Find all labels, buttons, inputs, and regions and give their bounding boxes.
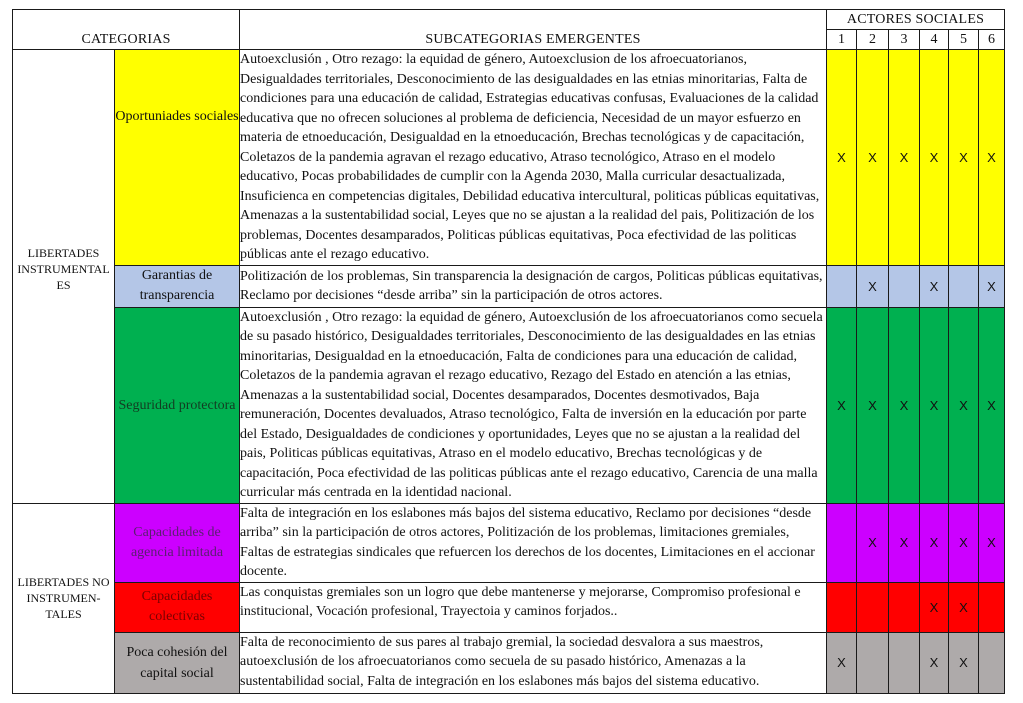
row-text: Politización de los problemas, Sin transparencia la designación de cargos, Politicas públicas equitativas, Reclamo por decisiones “desde arriba” sin la participación de otros actores.	[240, 265, 827, 307]
mark-actor-2: X	[857, 307, 889, 503]
mark-actor-6	[979, 632, 1005, 693]
mark-actor-4: X	[920, 265, 949, 307]
mark-actor-1: X	[827, 50, 857, 266]
group-label: LIBERTADES NO INSTRUMEN- TALES	[17, 575, 110, 621]
mark-actor-5: X	[949, 582, 979, 632]
actor-number-6: 6	[979, 30, 1005, 50]
table-row	[13, 50, 1005, 266]
mark-actor-1: X	[827, 632, 857, 693]
mark-actor-5: X	[949, 632, 979, 693]
mark-actor-4: X	[920, 307, 949, 503]
actor-number-1: 1	[827, 30, 857, 50]
header-subcategorias: SUBCATEGORIAS EMERGENTES	[240, 10, 827, 50]
actor-number-2: 2	[857, 30, 889, 50]
subcategory-oportunidades-sociales: Oportuniades sociales	[115, 50, 240, 266]
subcategory-garantias-transparencia: Garantias de transparencia	[115, 265, 240, 307]
mark-actor-2	[857, 632, 889, 693]
table-row	[13, 503, 1005, 582]
mark-actor-6: X	[979, 307, 1005, 503]
row-text: Autoexclusión , Otro rezago: la equidad de género, Autoexclusión de los afroecuatorianos como secuela de su pasado histórico, Desigualdades territoriales, Desconocimiento de las desigualdades en las etnias minoritarias, Desigualdad en la etnoeducación, Falta de condiciones para una educación de calidad, Coletazos de la pandemia agravan el rezago educativo, Rezago del Estado en atención a las etnias, Amenazas a la sustentabilidad social, Docentes desamparados, Docentes desmotivados, Baja remuneración, Docentes devaluados, Atraso tecnológico, Falta de inversión en la educación por parte del Estado, Desigualdades de condiciones y oportunidades, Leyes que no se ajustan a la realidad del pais, Politicas públicas equitativas, Atraso en el modelo educativo, Brechas tecnológicas y de capacitación, Poca efectividad de las politicas públicas ante el rezago educativo, Carencia de una malla curricular más centrada en la identidad nacional.	[240, 307, 827, 503]
mark-actor-5	[949, 265, 979, 307]
mark-actor-2: X	[857, 503, 889, 582]
header-categorias: CATEGORIAS	[13, 10, 240, 50]
subcategory-capacidades-agencia-limitada: Capacidades de agencia limitada	[115, 503, 240, 582]
mark-actor-6: X	[979, 50, 1005, 266]
mark-actor-3: X	[889, 50, 920, 266]
row-text: Las conquistas gremiales son un logro que debe mantenerse y mejorarse, Compromiso profesional e institucional, Vocación profesional, Trayectoia y caminos forjados..	[240, 582, 827, 632]
row-text: Falta de reconocimiento de sus pares al trabajo gremial, la sociedad desvalora a sus maestros, autoexclusión de los afroecuatorianos como secuela de su pasado histórico, Amenazas a la sustentabilidad social, Falta de integración en los eslabones más bajos del sistema educativo.	[240, 632, 827, 693]
mark-actor-4: X	[920, 503, 949, 582]
subcategory-seguridad-protectora: Seguridad protectora	[115, 307, 240, 503]
categories-table	[12, 9, 1005, 694]
mark-actor-2	[857, 582, 889, 632]
mark-actor-2: X	[857, 265, 889, 307]
mark-actor-4: X	[920, 582, 949, 632]
mark-actor-6: X	[979, 503, 1005, 582]
mark-actor-1: X	[827, 307, 857, 503]
mark-actor-3	[889, 582, 920, 632]
mark-actor-5: X	[949, 50, 979, 266]
mark-actor-2: X	[857, 50, 889, 266]
mark-actor-1	[827, 582, 857, 632]
actor-number-5: 5	[949, 30, 979, 50]
mark-actor-3: X	[889, 503, 920, 582]
table-row	[13, 265, 1005, 307]
mark-actor-5: X	[949, 307, 979, 503]
mark-actor-1	[827, 265, 857, 307]
table-row	[13, 582, 1005, 632]
table-row	[13, 307, 1005, 503]
group-libertades-instrumentales	[13, 50, 115, 504]
mark-actor-6	[979, 582, 1005, 632]
actor-number-4: 4	[920, 30, 949, 50]
mark-actor-5: X	[949, 503, 979, 582]
row-text: Falta de integración en los eslabones más bajos del sistema educativo, Reclamo por decisiones “desde arriba” sin la participación de otros actores, Politización de los problemas, limitaciones gremiales, Faltas de estrategias sindicales que refuercen los derechos de los docentes, Limitaciones en el accionar docente.	[240, 503, 827, 582]
header-actores-sociales: ACTORES SOCIALES	[827, 10, 1005, 30]
mark-actor-4: X	[920, 50, 949, 266]
group-libertades-no-instrumentales	[13, 503, 115, 693]
subcategory-poca-cohesion: Poca cohesión del capital social	[115, 632, 240, 693]
subcategory-capacidades-colectivas: Capacidades colectivas	[115, 582, 240, 632]
mark-actor-6: X	[979, 265, 1005, 307]
actor-number-3: 3	[889, 30, 920, 50]
mark-actor-3	[889, 632, 920, 693]
mark-actor-1	[827, 503, 857, 582]
mark-actor-3: X	[889, 307, 920, 503]
mark-actor-3	[889, 265, 920, 307]
mark-actor-4: X	[920, 632, 949, 693]
table-row	[13, 632, 1005, 693]
group-label: LIBERTADES INSTRUMENTAL ES	[17, 245, 110, 292]
row-text: Autoexclusión , Otro rezago: la equidad de género, Autoexclusion de los afroecuatorianos, Desigualdades territoriales, Desconocimiento de las desigualdades en las etnias minoritarias, Falta de condiciones para una educación de calidad, Estrategias educativas confusas, Evaluaciones de la calidad educativa que no ofrecen soluciones al problema de deficiencia, Necesidad de un mayor esfuerzo en materia de etnoeducación, Desigualdad en la etnoeducación, Brechas tecnológicas y de capacitación, Coletazos de la pandemia agravan el rezago educativo, Atraso tecnológico, Atraso en el modelo educativo, Pocas probabilidades de cumplir con la Agenda 2030, Malla curricular desactualizada, Insuficienca en competencias digitales, Debilidad educativa intercultural, politicas públicas equitativas, Amenazas a la sustentabilidad social, Leyes que no se ajustan a la realidad del pais, Politización de los problemas, Docentes desamparados, Politicas públicas equitativas, Poca efectividad de las politicas públicas ante el rezago educativo.	[240, 50, 827, 266]
